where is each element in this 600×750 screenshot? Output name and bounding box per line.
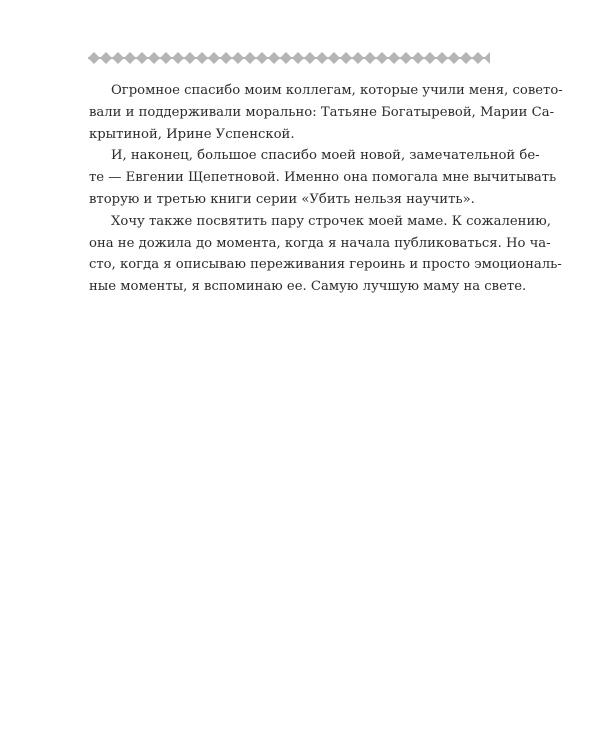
text-line: те — Евгении Щепетновой. Именно она помогала мне вычитывать (89, 170, 557, 186)
ornament-diamond (460, 52, 472, 64)
ornament-diamond (88, 52, 100, 64)
text-line: Огромное спасибо моим коллегам, которые учили меня, совето- (111, 83, 563, 98)
ornament-diamond (112, 52, 124, 64)
ornament-diamond (136, 52, 148, 64)
text-line: ные моменты, я вспоминаю ее. Самую лучшую маму на свете. (89, 279, 527, 295)
ornament-diamond (436, 52, 448, 64)
ornament-diamond (148, 52, 160, 64)
ornament-diamond (196, 52, 208, 64)
ornament-diamond (388, 52, 400, 64)
page-text (89, 80, 563, 298)
ornament-diamond (316, 52, 328, 64)
ornament-diamond (448, 52, 460, 64)
ornament-diamond (352, 52, 364, 64)
paragraph-3 (89, 211, 562, 298)
text-line: она не дожила до момента, когда я начала публиковаться. Но ча- (89, 235, 551, 251)
ornament-diamond (484, 52, 490, 64)
text-line: крытиной, Ирине Успенской. (89, 126, 295, 142)
ornament-diamond (376, 52, 388, 64)
ornament-diamond (280, 52, 292, 64)
text-line: Хочу также посвятить пару строчек моей маме. К сожалению, (111, 213, 551, 229)
ornament-diamond (400, 52, 412, 64)
ornament-diamond (244, 52, 256, 64)
text-line: И, наконец, большое спасибо моей новой, замечательной бе- (111, 148, 540, 164)
ornament-diamond (412, 52, 424, 64)
ornament-diamond (220, 52, 232, 64)
ornament-diamond (340, 52, 352, 64)
ornament-diamond (172, 52, 184, 64)
ornament-diamond (364, 52, 376, 64)
ornament-diamond (208, 52, 220, 64)
paragraph-1 (89, 80, 563, 145)
ornament-diamond (160, 52, 172, 64)
ornament-diamond (124, 52, 136, 64)
ornament-diamond (232, 52, 244, 64)
header-ornament (88, 52, 490, 64)
ornament-diamond (100, 52, 112, 64)
ornament-diamond (424, 52, 436, 64)
ornament-diamond (304, 52, 316, 64)
paragraph-2 (89, 145, 557, 210)
text-line: сто, когда я описываю переживания героинь и просто эмоциональ- (89, 257, 562, 273)
text-line: вторую и третью книги серии «Убить нельзя научить». (89, 191, 475, 207)
text-line: вали и поддерживали морально: Татьяне Богатыревой, Марии Са- (89, 104, 555, 120)
ornament-diamond (328, 52, 340, 64)
ornament-diamond (256, 52, 268, 64)
ornament-diamond (472, 52, 484, 64)
ornament-diamond (184, 52, 196, 64)
ornament-diamond (268, 52, 280, 64)
ornament-diamond (292, 52, 304, 64)
